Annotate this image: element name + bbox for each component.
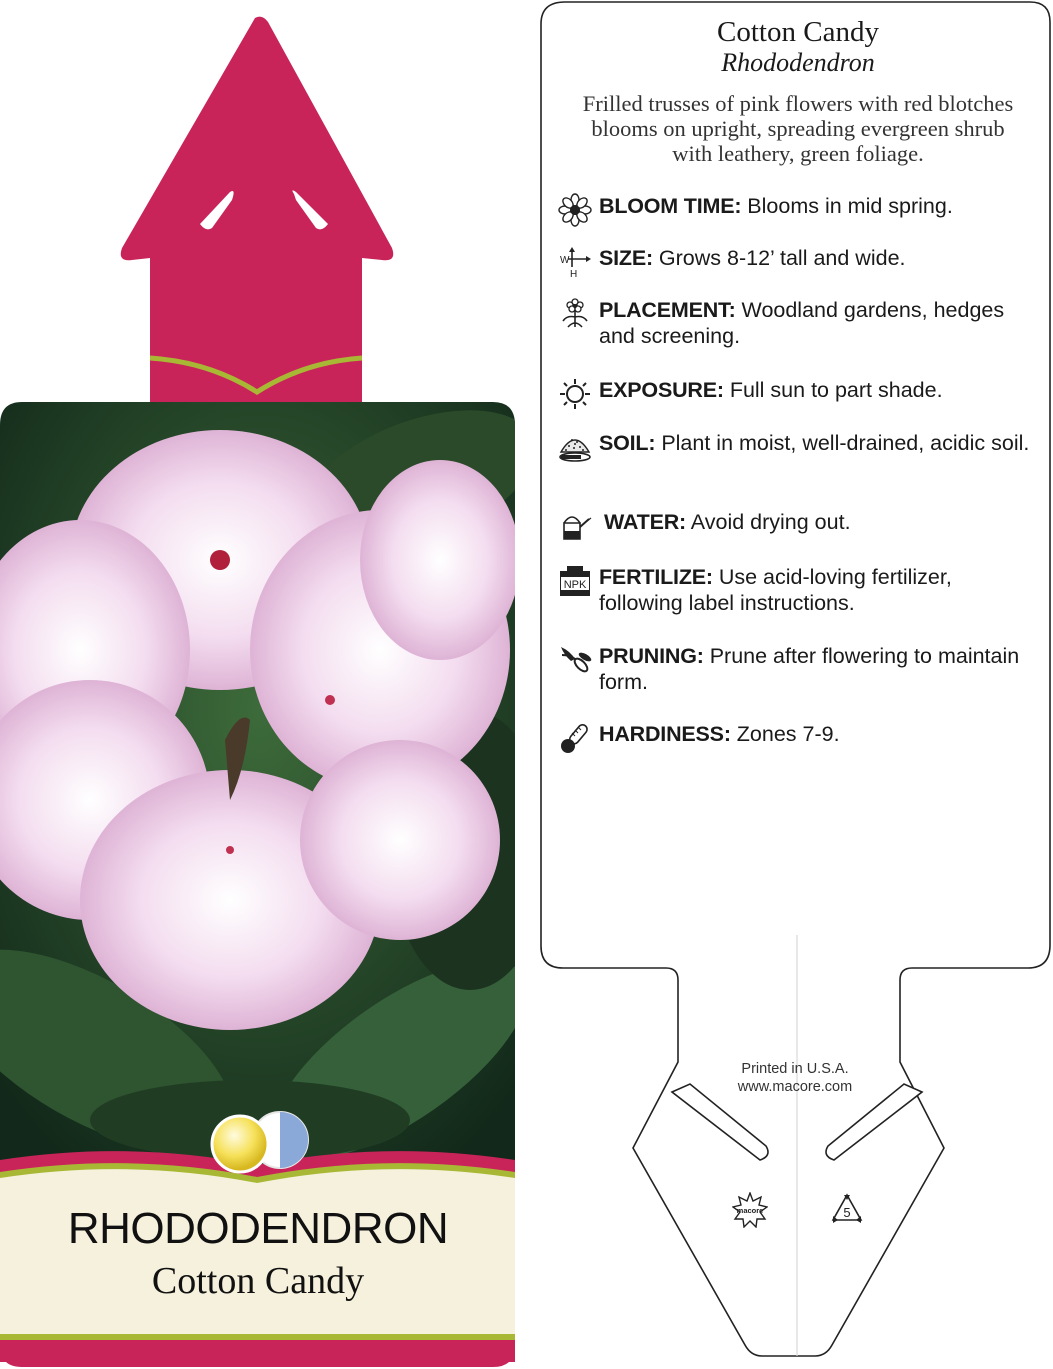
care-value: Use acid-loving fertilizer, following label instructions. [599, 565, 952, 615]
care-label: WATER: [604, 510, 686, 534]
npk-icon [558, 564, 592, 598]
description-line: blooms on upright, spreading evergreen shrub [591, 116, 1005, 141]
care-value: Plant in moist, well-drained, acidic soil. [655, 431, 1030, 455]
back-botanical-name: Rhododendron [721, 48, 875, 77]
care-label: PLACEMENT: [599, 298, 736, 322]
care-value: Woodland gardens, hedges and screening. [599, 298, 1005, 348]
placement-icon [558, 297, 592, 331]
soil-icon [558, 430, 592, 464]
website: www.macore.com [737, 1079, 853, 1095]
thermometer-icon [558, 721, 592, 755]
brand-mark-text: macore [736, 1206, 764, 1215]
description-line: Frilled trusses of pink flowers with red blotches [582, 91, 1014, 116]
care-label: SIZE: [599, 246, 653, 270]
care-value: Prune after flowering to maintain form. [599, 644, 1020, 694]
front-cultivar: Cotton Candy [151, 1260, 365, 1302]
size-width-letter: W [560, 255, 570, 266]
care-label: SOIL: [599, 431, 656, 455]
recycle-icon [830, 1192, 864, 1226]
macore-logo-icon [732, 1192, 768, 1228]
care-label: HARDINESS: [599, 722, 731, 746]
care-label: PRUNING: [599, 644, 704, 668]
size-arrows-icon [558, 245, 592, 279]
sun-icon [558, 377, 592, 411]
front-genus: RHODODENDRON [67, 1204, 449, 1253]
back-title: Cotton Candy [717, 16, 879, 48]
pruners-icon [558, 643, 592, 677]
care-value: Zones 7-9. [730, 722, 840, 746]
description-line: with leathery, green foliage. [672, 141, 924, 166]
care-value: Blooms in mid spring. [741, 194, 953, 218]
recycle-code: 5 [843, 1205, 851, 1220]
npk-label: NPK [563, 579, 587, 591]
watering-can-icon [558, 509, 592, 543]
care-value: Grows 8-12’ tall and wide. [652, 246, 906, 270]
size-height-letter: H [570, 269, 578, 279]
printed-in: Printed in U.S.A. [741, 1061, 849, 1077]
care-label: EXPOSURE: [599, 378, 724, 402]
care-value: Full sun to part shade. [723, 378, 943, 402]
care-label: FERTILIZE: [599, 565, 713, 589]
description [558, 91, 1038, 166]
care-label: BLOOM TIME: [599, 194, 742, 218]
flower-icon [558, 193, 592, 227]
care-value: Avoid drying out. [686, 510, 851, 534]
